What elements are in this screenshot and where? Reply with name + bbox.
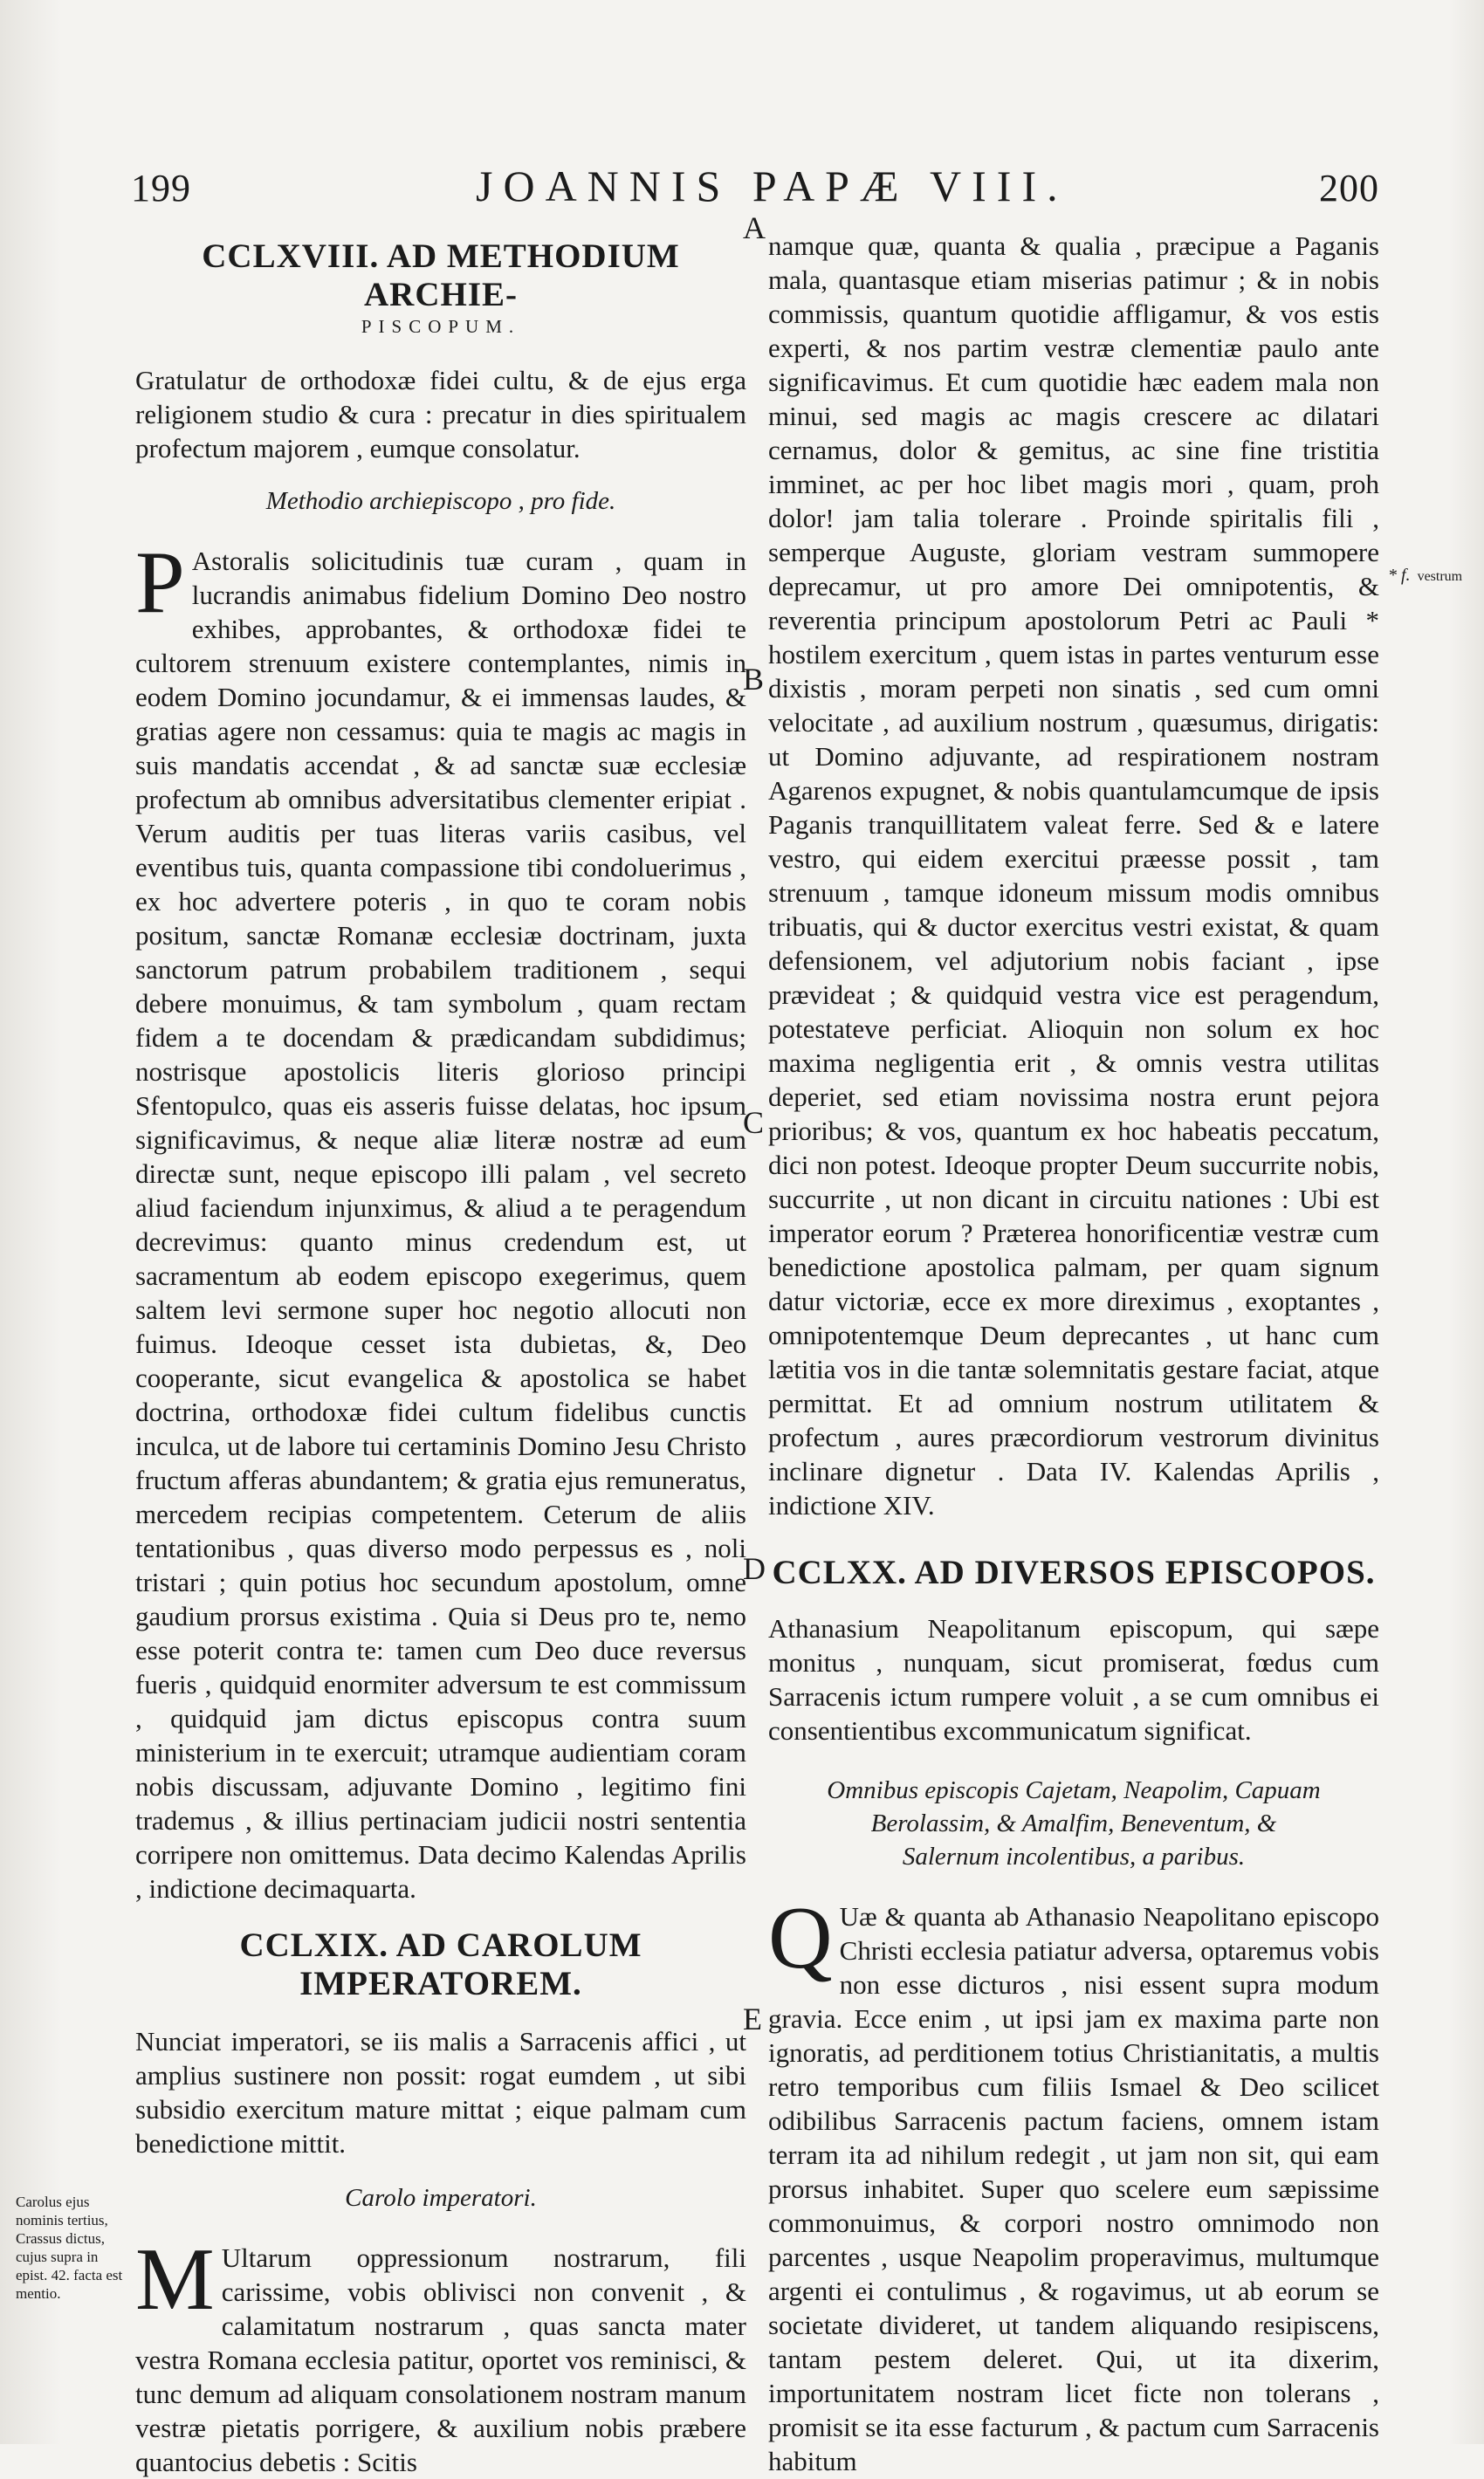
letter-268-summary: Gratulatur de orthodoxæ fidei cultu, & de ejus erga religionem studio & cura : precatur in dies spiritualem profectum majorem , eumque consolatur.	[135, 365, 746, 464]
letter-269-summary: Nunciat imperatori, se iis malis a Sarracenis affici , ut amplius sustinere non possit: rogat eumdem , ut sibi subsidio exercitum mature mittat ; eique palmam cum benedictione mittit.	[135, 2026, 746, 2159]
letter-268-heading-cont: PISCOPUM.	[361, 316, 521, 337]
letter-268-address: Methodio archiepiscopo , pro fide.	[265, 487, 616, 515]
letter-269-heading: CCLXIX. AD CAROLUM IMPERATOREM.	[239, 1926, 642, 2002]
side-note-marker: * f.	[1388, 566, 1411, 585]
letter-270-address-line: Salernum incolentibus, a paribus.	[902, 1843, 1246, 1871]
letter-269-body-start	[135, 2230, 746, 2479]
letter-269-dropcap: M	[135, 2230, 215, 2329]
letter-270-body	[768, 1889, 1379, 2478]
right-page-number: 200	[1319, 167, 1379, 209]
letter-268-text: Astoralis solicitudinis tuæ curam , quam in lucrandis animabus fidelium Domino Deo nostro exhibes, approbantes, & orthodoxæ fidei te cultorem strenuum existere contemplantes, nimis in eodem Domino jocundamur, & ei immensas laudes, & gratias agere non cessamus: quia te magis ac magis in suis mandatis accendat , & ad sanctæ suæ ecclesiæ profectum ab omnibus adversitatibus clementer eripiat . Verum auditis per tuas literas variis casibus, vel eventibus tuis, quanta compassione tibi condoluerimus , ex hoc advertere poteris , in quo te coram nobis positum, sanctæ Romanæ ecclesiæ doctrinam, juxta sanctorum patrum probabilem traditionem , sequi debere monuimus, & tam symbolum , quam rectam fidem a te docendam & prædicandam subdidimus; nostrisque apostolicis literis glorioso principi Sfentopulco, quas eis asseris fuisse delatas, hoc ipsum significavimus, & neque aliæ literæ nostræ ad eum directæ sunt, neque episcopo illi palam , vel secreto aliud faciendum injunximus, & aliud a te peragendum decrevimus: quanto minus credendum est, ut sacramentum ab eodem episcopo exegerimus, quem saltem levi sermone super hoc negotio allocuti non fuimus. Ideoque cesset ista dubietas, &, Deo cooperante, sicut evangelica & apostolica se habet doctrina, orthodoxæ fidei cultum fidelibus cunctis inculca, ut de labore tui certaminis Domino Jesu Christo fructum afferas abundantem; & gratia ejus remuneratus, mercedem recipias competentem. Ceterum de aliis tentationibus , quas diverso modo perpessus es , noli tristari ; quin potius hoc secundum apostolum, omne gaudium prorsus existima . Quia si Deus pro te, nemo esse poterit contra te: tamen cum Deo duce reversus fueris , quidquid enormiter adversum te est commissum , quidquid jam dictus episcopus contra suum ministerium in te exercuit; utramque audientiam coram nobis discussam, adjuvante Domino , legitimo fini trademus , & illius pertinaciam judicii nostri sententia corripere non omittemus. Data decimo Kalendas Aprilis , indictione decimaquarta.	[135, 546, 746, 1904]
margin-letter-c: C	[743, 1105, 765, 1140]
right-column	[768, 229, 1379, 2478]
letter-268-body	[135, 533, 746, 1906]
margin-letter-a: A	[743, 210, 766, 245]
side-note-text: vestrum	[1417, 569, 1463, 584]
letter-270-address-line: Berolassim, & Amalfim, Beneventum, &	[870, 1809, 1277, 1837]
letter-270-summary: Athanasium Neapolitanum episcopum, qui sæpe monitus , nunquam, sicut promiserat, fœdus cum Sarracenis ictum rumpere voluit , a se cum omnibus ei consentientibus excommunicatum significat.	[768, 1613, 1379, 1746]
running-title: JOANNIS PAPÆ VIII.	[476, 161, 1068, 210]
letter-268-heading: CCLXVIII. AD METHODIUM ARCHIE-	[202, 237, 680, 313]
letter-270-address	[768, 1774, 1379, 1873]
left-page-number: 199	[131, 167, 191, 209]
letter-269-text-right: namque quæ, quanta & qualia , præcipue a Paganis mala, quantasque etiam miserias patimur ; & in nobis commissis, quantum quotidie affligamur, & vos estis experti, & nos partim vestræ clementiæ paulo ante significavimus. Et cum quotidie hæc eadem mala non minui, sed magis ac magis crescere ac dilatari cernamus, dolor & gemitus, ac sine fine tristitia imminet, ac per hoc libet magis mori , quam, proh dolor! jam talia tolerare . Proinde spiritalis fili , semperque Auguste, gloriam vestram summopere deprecamur, ut pro amore Dei omnipotentis, & reverentia principum apostolorum Petri ac Pauli * hostilem exercitum , quem istas in partes venturum esse dixistis , moram perpeti non sinatis , sed cum omni velocitate , ad auxilium nostrum , quæsumus, dirigatis: ut Domino adjuvante, ad respirationem nostram Agarenos expugnet, & nobis quantulamcumque de ipsis Paganis tranquillitatem valeat ferre. Sed & e latere vestro, qui eidem exercitui præesse possit , tam strenuum , tamque idoneum missum modis omnibus tribuatis, qui & ductor exercitus vestri existat, & quam defensionem, vel adjutorium nobis faciant , ipse prævideat ; & quidquid vestra vice est peragendum, potestateve perficiat. Alioquin non solum ex hoc maxima negligentia erit , & omnis vestra utilitas deperiet, sed etiam novissima nostra erunt pejora prioribus; & vos, quantum ex hoc habeatis peccatum, dici non potest. Ideoque propter Deum succurrite nobis, succurrite , ut non dicant in circuitu nationes : Ubi est imperator eorum ? Præterea honorificentiæ vestræ cum benedictione apostolica palmam, per quam signum datur victoriæ, ecce ex more direximus , exoptantes , omnipotentemque Deum deprecantes , ut hanc cum lætitia vos in die tantæ solemnitatis gestare faciat, atque permittat. Et ad omnium nostrum utilitatem & profectum , aures præcordiorum vestrorum divinitus inclinare dignetur . Data IV. Kalendas Aprilis , indictione XIV.	[768, 230, 1379, 1521]
letter-268-dropcap: P	[135, 533, 185, 632]
margin-letter-b: B	[743, 662, 765, 697]
left-column	[135, 229, 746, 2479]
side-note-variant	[1388, 566, 1462, 586]
letter-269-address: Carolo imperatori.	[345, 2184, 537, 2212]
margin-letter-e: E	[743, 2002, 762, 2036]
letter-270-address-line: Omnibus episcopis Cajetam, Neapolim, Capuam	[827, 1776, 1321, 1804]
right-page-shadow	[1449, 0, 1484, 2444]
left-page-shadow	[0, 0, 61, 2444]
margin-letter-d: D	[743, 1551, 766, 1586]
letter-270-heading: CCLXX. AD DIVERSOS EPISCOPOS.	[772, 1554, 1376, 1591]
letter-270-dropcap: Q	[768, 1889, 833, 1988]
left-margin-note: Carolus ejus nominis tertius, Crassus dictus, cujus supra in epist. 42. facta est mentio.	[16, 2194, 123, 2302]
letter-270-text: Uæ & quanta ab Athanasio Neapolitano episcopo Christi ecclesia patiatur adversa, optaremus vobis non esse dicturos , nisi essent supra modum gravia. Ecce enim , ut ipsi jam ex maxima parte non ignoratis, ad perditionem totius Christianitatis, a multis retro temporibus cum filiis Ismael & Deo scilicet odibilibus Sarracenis pactum faciens, omnem istam terram ita ad nihilum redegit , ut jam non sit, qui eam prorsus inhabitet. Super quo scelere eum sæpissime commonuimus, & corpori nostro omnimodo non parcentes , usque Neapolim properavimus, multumque argenti ei contulimus , & rogavimus, ut ab eorum se societate divideret, ut tandem aliquando resipiscens, tantam pestem deleret. Qui, ut ita dixerim, importunitatem nostram licet ficte non tolerans , promisit se ita esse facturum , & pactum cum Sarracenis habitum	[768, 1901, 1379, 2476]
letter-269-text-left: Ultarum oppressionum nostrarum, fili carissime, vobis oblivisci non convenit , & calamitatum nostrarum , quas sancta mater vestra Romana ecclesia patitur, oportet vos reminisci, & tunc demum ad aliquam consolationem nostram manum vestræ pietatis porrigere, & auxilium nobis præbere quantocius debetis : Scitis	[135, 2242, 746, 2477]
